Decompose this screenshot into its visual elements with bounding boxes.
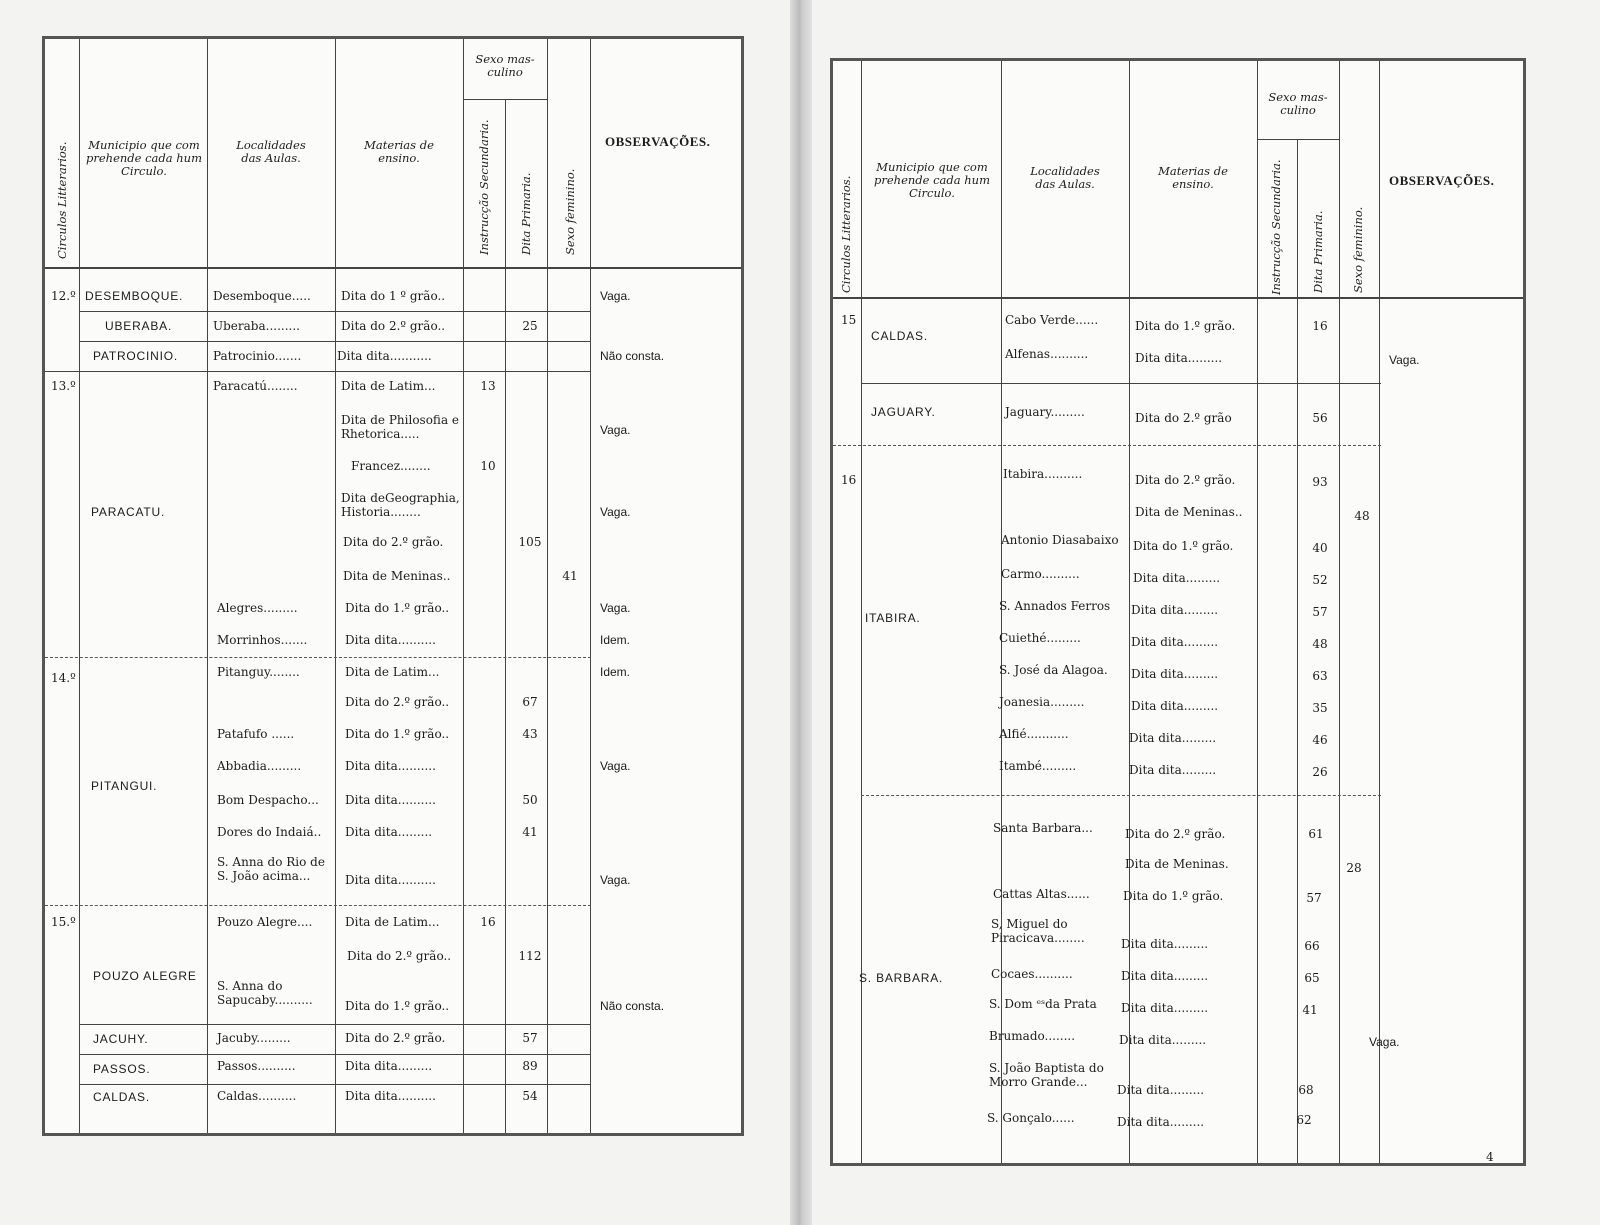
observacao: Não consta.: [600, 349, 665, 363]
materia: Dita do 2.º grão..: [347, 949, 452, 963]
primaria-value: 26: [1312, 765, 1328, 779]
localidade: Itambé.........: [999, 759, 1077, 773]
materia: Dita de Latim...: [345, 915, 440, 929]
materia: Dita do 1.º grão.: [1133, 539, 1234, 553]
materia: Dita dita.........: [345, 1059, 433, 1073]
observacao: Vaga.: [1369, 1035, 1400, 1049]
materia: Dita dita.........: [1135, 351, 1223, 365]
primaria-value: 61: [1308, 827, 1324, 841]
localidade: Pitanguy........: [217, 665, 300, 679]
primaria-value: 35: [1312, 701, 1328, 715]
localidade: Joanesia.........: [999, 695, 1085, 709]
localidade: Cabo Verde......: [1005, 313, 1099, 327]
feminino-value: 48: [1354, 509, 1370, 523]
right-page-table: [830, 58, 1526, 1166]
materia: Dita de Meninas..: [1135, 505, 1243, 519]
observacao: Vaga.: [600, 601, 631, 615]
materia: Dita do 1.º grão..: [345, 727, 450, 741]
localidade: S. João Baptista do Morro Grande...: [989, 1061, 1104, 1089]
materia: Dita de Philosofia e Rhetorica.....: [341, 413, 460, 441]
primaria-value: 43: [522, 727, 538, 741]
observacao: Vaga.: [600, 873, 631, 887]
primaria-value: 54: [522, 1089, 538, 1103]
municipio-desemboque: DESEMBOQUE.: [85, 289, 184, 303]
localidade: Alfié...........: [999, 727, 1069, 741]
municipio-jacuhy: JACUHY.: [93, 1032, 149, 1046]
primaria-value: 16: [1312, 319, 1328, 333]
primaria-value: 57: [1306, 891, 1322, 905]
observacao: Vaga.: [600, 289, 631, 303]
materia: Dita de Latim...: [345, 665, 440, 679]
secundaria-value: 10: [480, 459, 496, 473]
localidade: Carmo..........: [1001, 567, 1080, 581]
materia: Dita do 1.º grão..: [345, 601, 450, 615]
materia: Dita do 2.º grão.: [345, 1031, 446, 1045]
localidade: Jaguary.........: [1005, 405, 1085, 419]
primaria-value: 112: [518, 949, 542, 963]
header-instrucao: Instrucção Secundaria.: [477, 119, 491, 255]
primaria-value: 57: [522, 1031, 538, 1045]
materia: Dita dita..........: [345, 1089, 436, 1103]
localidade: Patafufo ......: [217, 727, 295, 741]
book-gutter: [790, 0, 812, 1225]
materia: Dita do 1.º grão.: [1123, 889, 1224, 903]
localidade: Cocaes..........: [991, 967, 1073, 981]
primaria-value: 56: [1312, 411, 1328, 425]
materia: Dita de Meninas.: [1125, 857, 1229, 871]
localidade: Santa Barbara...: [993, 821, 1093, 835]
materia: Dita dita.........: [1131, 699, 1219, 713]
header-feminino: Sexo feminino.: [1351, 206, 1365, 293]
observacao: Idem.: [600, 665, 631, 679]
localidade: Bom Despacho...: [217, 793, 319, 807]
header-instrucao: Instrucção Secundaria.: [1269, 159, 1283, 295]
feminino-value: 28: [1346, 861, 1362, 875]
municipio-itabira: ITABIRA.: [865, 611, 921, 625]
header-sexo-masculino: Sexo mas- culino: [1268, 90, 1328, 117]
primaria-value: 105: [518, 535, 542, 549]
primaria-value: 52: [1312, 573, 1328, 587]
municipio-pouzo-alegre: POUZO ALEGRE: [93, 969, 197, 983]
localidade: Paracatú........: [213, 379, 298, 393]
left-page-table: [42, 36, 744, 1136]
materia: Dita dita.........: [1121, 969, 1209, 983]
localidade: Patrocinio.......: [213, 349, 302, 363]
header-observacoes: OBSERVAÇÕES.: [1389, 173, 1495, 188]
materia: Dita dita.........: [1129, 763, 1217, 777]
municipio-passos: PASSOS.: [93, 1062, 151, 1076]
materia: Dita do 1.º grão.: [1135, 319, 1236, 333]
feminino-value: 41: [562, 569, 578, 583]
materia: Dita deGeographia, Historia........: [341, 491, 460, 519]
localidade: S. Anna do Rio de S. João acima...: [217, 855, 325, 883]
localidade: Alfenas..........: [1005, 347, 1089, 361]
primaria-value: 48: [1312, 637, 1328, 651]
municipio-patrocinio: PATROCINIO.: [93, 349, 179, 363]
observacao: Vaga.: [600, 759, 631, 773]
materia: Dita dita.........: [1131, 603, 1219, 617]
observacao: Vaga.: [600, 505, 631, 519]
materia: Dita do 2.º grão.: [1135, 473, 1236, 487]
primaria-value: 65: [1304, 971, 1320, 985]
localidade: S. Anna do Sapucaby..........: [217, 979, 313, 1007]
primaria-value: 68: [1298, 1083, 1314, 1097]
circulo-14: 14.º: [51, 671, 76, 685]
header-localidades: Localidades das Aulas.: [236, 138, 306, 165]
localidade: Alegres.........: [217, 601, 298, 615]
materia: Dita do 1 º grão..: [341, 289, 446, 303]
primaria-value: 57: [1312, 605, 1328, 619]
primaria-value: 63: [1312, 669, 1328, 683]
observacao: Não consta.: [600, 999, 665, 1013]
materia: Dita dita.........: [1119, 1033, 1207, 1047]
header-circulos: Circulos Litterarios.: [839, 175, 853, 293]
primaria-value: 41: [522, 825, 538, 839]
primaria-value: 41: [1302, 1003, 1318, 1017]
primaria-value: 89: [522, 1059, 538, 1073]
observacao: Idem.: [600, 633, 631, 647]
materia: Dita do 2.º grão..: [341, 319, 446, 333]
primaria-value: 50: [522, 793, 538, 807]
materia: Dita dita.........: [1121, 937, 1209, 951]
materia: Francez........: [351, 459, 431, 473]
localidade: Abbadia.........: [217, 759, 302, 773]
header-observacoes: OBSERVAÇÕES.: [605, 134, 711, 149]
materia: Dita dita.........: [345, 825, 433, 839]
header-primaria: Dita Primaria.: [1311, 210, 1325, 293]
materia: Dita dita.........: [1117, 1083, 1205, 1097]
localidade: S. Dom ᵉˢda Prata: [989, 997, 1097, 1011]
primaria-value: 67: [522, 695, 538, 709]
materia: Dita dita..........: [345, 759, 436, 773]
localidade: Passos..........: [217, 1059, 296, 1073]
circulo-16: 16: [841, 473, 857, 487]
header-materias: Materias de ensino.: [1158, 164, 1228, 191]
localidade: Pouzo Alegre....: [217, 915, 313, 929]
primaria-value: 46: [1312, 733, 1328, 747]
circulo-15: 15.º: [51, 915, 76, 929]
header-municipio: Municipio que com prehende cada hum Circulo.: [86, 138, 202, 178]
header-primaria: Dita Primaria.: [519, 172, 533, 255]
primaria-value: 66: [1304, 939, 1320, 953]
materia: Dita de Meninas..: [343, 569, 451, 583]
localidade: S, Miguel do Piracicava........: [991, 917, 1085, 945]
municipio-s-barbara: S. BARBARA.: [859, 971, 944, 985]
header-materias: Materias de ensino.: [364, 138, 434, 165]
materia: Dita do 1.º grão..: [345, 999, 450, 1013]
localidade: S. Annados Ferros: [999, 599, 1111, 613]
localidade: Morrinhos.......: [217, 633, 308, 647]
header-circulos: Circulos Litterarios.: [55, 141, 69, 259]
materia: Dita dita.........: [1129, 731, 1217, 745]
materia: Dita dita..........: [345, 793, 436, 807]
header-municipio: Municipio que com prehende cada hum Circulo.: [874, 160, 990, 200]
circulo-13: 13.º: [51, 379, 76, 393]
municipio-uberaba: UBERABA.: [105, 319, 173, 333]
circulo-15: 15: [841, 313, 857, 327]
primaria-value: 40: [1312, 541, 1328, 555]
localidade: Caldas..........: [217, 1089, 297, 1103]
materia: Dita do 2.º grão.: [343, 535, 444, 549]
localidade: Uberaba.........: [213, 319, 300, 333]
localidade: Antonio Diasabaixo: [1001, 533, 1119, 547]
observacao: Vaga.: [1389, 353, 1420, 367]
municipio-jaguary: JAGUARY.: [871, 405, 936, 419]
materia: Dita do 2.º grão.: [1125, 827, 1226, 841]
header-feminino: Sexo feminino.: [563, 168, 577, 255]
localidade: Cuiethé.........: [999, 631, 1081, 645]
localidade: Cattas Altas......: [993, 887, 1090, 901]
observacao: Vaga.: [600, 423, 631, 437]
localidade: Jacuby.........: [217, 1031, 291, 1045]
localidade: S. Gonçalo......: [987, 1111, 1075, 1125]
municipio-pitangui: PITANGUI.: [91, 779, 158, 793]
header-localidades: Localidades das Aulas.: [1030, 164, 1100, 191]
localidade: Brumado........: [989, 1029, 1076, 1043]
header-sexo-masculino: Sexo mas- culino: [475, 52, 535, 79]
materia: Dita do 2.º grão: [1135, 411, 1232, 425]
materia: Dita dita.........: [1121, 1001, 1209, 1015]
secundaria-value: 16: [480, 915, 496, 929]
materia: Dita dita..........: [345, 633, 436, 647]
primaria-value: 25: [522, 319, 538, 333]
primaria-value: 93: [1312, 475, 1328, 489]
municipio-paracatu: PARACATU.: [91, 505, 166, 519]
localidade: Itabira..........: [1003, 467, 1083, 481]
materia: Dita dita.........: [1131, 635, 1219, 649]
materia: Dita dita.........: [1133, 571, 1221, 585]
localidade: S. José da Alagoa.: [999, 663, 1108, 677]
localidade: Dores do Indaiá..: [217, 825, 322, 839]
municipio-caldas: CALDAS.: [871, 329, 928, 343]
page-number: 4: [1486, 1150, 1494, 1164]
materia: Dita dita..........: [345, 873, 436, 887]
localidade: Desemboque.....: [213, 289, 311, 303]
primaria-value: 62: [1296, 1113, 1312, 1127]
circulo-12: 12.º: [51, 289, 76, 303]
materia: Dita dita.........: [1117, 1115, 1205, 1129]
municipio-caldas: CALDAS.: [93, 1090, 150, 1104]
materia: Dita dita...........: [337, 349, 432, 363]
materia: Dita dita.........: [1131, 667, 1219, 681]
materia: Dita do 2.º grão..: [345, 695, 450, 709]
materia: Dita de Latim...: [341, 379, 436, 393]
secundaria-value: 13: [480, 379, 496, 393]
